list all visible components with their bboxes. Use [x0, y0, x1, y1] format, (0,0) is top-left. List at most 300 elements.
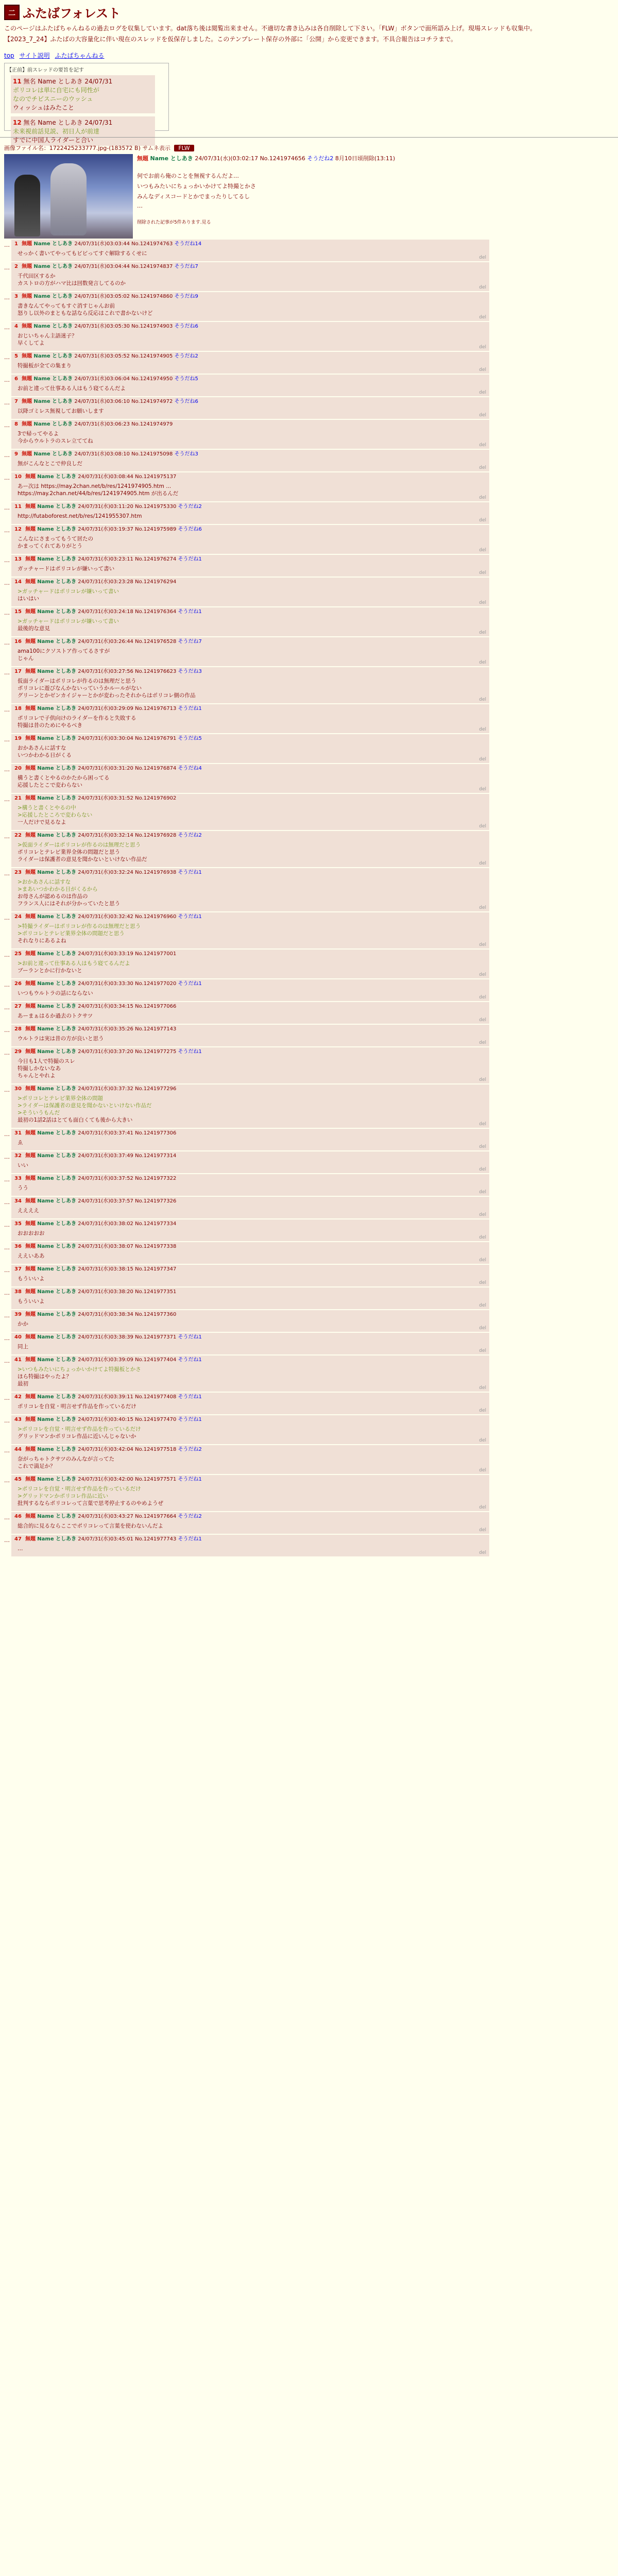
del-link[interactable]: del	[479, 548, 486, 553]
del-link[interactable]: del	[479, 727, 486, 732]
response-subject: 無題	[25, 766, 36, 771]
quote-line: >ポリコレとテレビ業界全体の問題だと思う	[18, 930, 125, 937]
response-body	[18, 1095, 486, 1124]
del-link[interactable]: del	[479, 1212, 486, 1217]
del-link[interactable]: del	[479, 367, 486, 372]
del-link[interactable]: del	[479, 465, 486, 470]
previous-thread-preview	[4, 63, 169, 144]
response-date[interactable]: 24/07/31(水)03:04:44 No.1241974837	[74, 264, 173, 269]
response-subject: 無題	[22, 264, 32, 269]
del-link[interactable]: del	[479, 1438, 486, 1443]
del-link[interactable]: del	[479, 345, 486, 350]
response-date[interactable]: 24/07/31(水)03:33:30 No.1241977020	[78, 981, 177, 987]
response-number: 23	[14, 870, 22, 875]
response-name: Name としあき	[33, 376, 73, 382]
response-name: Name としあき	[37, 1266, 77, 1272]
response-header	[14, 1198, 486, 1205]
response-box	[11, 502, 489, 524]
del-link[interactable]: del	[479, 518, 486, 523]
response-body	[18, 1162, 486, 1169]
response-date[interactable]: 24/07/31(水)03:31:20 No.1241976874	[78, 766, 177, 771]
del-link[interactable]: del	[479, 905, 486, 910]
response-box	[11, 375, 489, 396]
response-date[interactable]: 24/07/31(水)03:32:24 No.1241976938	[78, 870, 177, 875]
response-header	[14, 638, 486, 646]
response-name: Name としあき	[33, 451, 73, 457]
op-subject: 無題	[137, 155, 148, 162]
response	[4, 1047, 614, 1083]
response-body	[18, 960, 486, 974]
site-title[interactable]: ふたばフォレスト	[23, 6, 121, 21]
response-date[interactable]: 24/07/31(水)03:23:28 No.1241976294	[78, 579, 177, 585]
response-date[interactable]: 24/07/31(水)03:06:23 No.1241974979	[74, 421, 173, 427]
response-date[interactable]: 24/07/31(水)03:38:34 No.1241977360	[78, 1312, 177, 1317]
response-marker: …	[4, 1222, 10, 1228]
sodane-button[interactable]: そうだね6	[178, 527, 202, 532]
sodane-button[interactable]: そうだね3	[178, 669, 202, 674]
del-link[interactable]: del	[479, 413, 486, 418]
response-date[interactable]: 24/07/31(水)03:38:15 No.1241977347	[78, 1266, 177, 1272]
sodane-button[interactable]: そうだね1	[178, 981, 202, 987]
del-link[interactable]: del	[479, 630, 486, 635]
response-date[interactable]: 24/07/31(水)03:32:42 No.1241976960	[78, 914, 177, 920]
response-date[interactable]: 24/07/31(水)03:31:52 No.1241976902	[78, 795, 177, 801]
text-line: 特撮は昔のためにやるべき	[18, 722, 82, 728]
response-box	[11, 607, 489, 636]
response-name: Name としあき	[37, 1289, 77, 1295]
response-box	[11, 1393, 489, 1414]
response-header	[14, 323, 486, 330]
sodane-button[interactable]: そうだね1	[178, 1049, 202, 1055]
del-link[interactable]: del	[479, 1144, 486, 1149]
response-date[interactable]: 24/07/31(水)03:38:20 No.1241977351	[78, 1289, 177, 1295]
response-body	[18, 535, 486, 550]
del-link[interactable]: del	[479, 1408, 486, 1413]
response-date[interactable]: 24/07/31(水)03:05:52 No.1241974905	[74, 353, 173, 359]
del-link[interactable]: del	[479, 995, 486, 1000]
response	[4, 607, 614, 636]
response-date[interactable]: 24/07/31(水)03:03:44 No.1241974763	[74, 241, 173, 247]
response	[4, 1415, 614, 1444]
response-date[interactable]: 24/07/31(水)03:05:30 No.1241974903	[74, 324, 173, 329]
text-line: 仮面ライダーはポリコレが作るのは無理だと思う	[18, 678, 136, 684]
response-name: Name としあき	[33, 399, 73, 404]
response-date[interactable]: 24/07/31(水)03:34:15 No.1241977066	[78, 1004, 177, 1009]
sodane-button[interactable]: そうだね3	[174, 451, 198, 457]
response-subject: 無題	[25, 669, 36, 674]
del-link[interactable]: del	[479, 600, 486, 605]
text-line: いつもウルトラの話にならない	[18, 990, 93, 996]
text-line: http://futaboforest.net/b/res/1241955307.htm	[18, 513, 142, 519]
response-body	[18, 923, 486, 944]
sodane-button[interactable]: そうだね7	[174, 264, 198, 269]
response-header	[14, 1243, 486, 1250]
response-date[interactable]: 24/07/31(水)03:05:02 No.1241974860	[74, 294, 173, 299]
sodane-button[interactable]: そうだね9	[174, 294, 198, 299]
response-box	[11, 578, 489, 606]
del-link[interactable]: del	[479, 757, 486, 762]
response-body	[18, 1403, 486, 1410]
response-subject: 無題	[25, 1176, 36, 1181]
preview-text: ウィッシュはみたこと	[13, 104, 75, 111]
response-number: 8	[14, 421, 18, 427]
del-link[interactable]: del	[479, 972, 486, 977]
response-marker: …	[4, 452, 10, 459]
response-header	[14, 556, 486, 563]
response-date[interactable]: 24/07/31(水)03:37:49 No.1241977314	[78, 1153, 177, 1159]
del-link[interactable]: del	[479, 1040, 486, 1045]
response-date[interactable]: 24/07/31(水)03:29:09 No.1241976713	[78, 706, 177, 711]
quote-line: >ガッチャードはポリコレが嫌いって書い	[18, 588, 119, 595]
response	[4, 240, 614, 261]
sodane-button[interactable]: そうだね5	[174, 376, 198, 382]
del-link[interactable]: del	[479, 570, 486, 575]
response-subject: 無題	[22, 324, 32, 329]
response	[4, 1393, 614, 1414]
response-number: 1	[14, 241, 18, 247]
response-body	[18, 841, 486, 863]
response-number: 12	[14, 527, 22, 532]
response-marker: …	[4, 1131, 10, 1138]
text-line: おおおおお	[18, 1230, 45, 1236]
del-link[interactable]: del	[479, 1190, 486, 1195]
sodane-button[interactable]: そうだね1	[178, 706, 202, 711]
response-date[interactable]: 24/07/31(水)03:26:44 No.1241976528	[78, 639, 177, 645]
response-date[interactable]: 24/07/31(水)03:30:04 No.1241976791	[78, 736, 177, 741]
response-name: Name としあき	[37, 736, 77, 741]
response-number: 17	[14, 669, 22, 674]
preview-quote: なのでチビスニーのウッシュ	[13, 95, 93, 103]
response	[4, 262, 614, 291]
response-date[interactable]: 24/07/31(水)03:24:18 No.1241976364	[78, 609, 177, 615]
response-box	[11, 240, 489, 261]
response-subject: 無題	[25, 1026, 36, 1032]
response-number: 19	[14, 736, 22, 741]
response-subject: 無題	[25, 706, 36, 711]
del-link[interactable]: del	[479, 1550, 486, 1555]
response-marker: …	[4, 1049, 10, 1056]
sodane-button[interactable]: そうだね2	[178, 833, 202, 838]
op-footnote[interactable]: 削除された記事が5件あります.見る	[137, 220, 211, 225]
response-date[interactable]: 24/07/31(水)03:33:19 No.1241977001	[78, 951, 177, 957]
op-text	[137, 154, 395, 239]
response-header	[14, 668, 486, 675]
del-link[interactable]: del	[479, 285, 486, 290]
op-file-info	[4, 144, 614, 152]
del-link[interactable]: del	[479, 1528, 486, 1533]
sodane-button[interactable]: そうだね2	[178, 1447, 202, 1452]
text-line: ポリコレとテレビ業界全体の問題だと思う	[18, 849, 121, 855]
response-date[interactable]: 24/07/31(水)03:37:57 No.1241977326	[78, 1198, 177, 1204]
del-link[interactable]: del	[479, 1122, 486, 1127]
response-box	[11, 1197, 489, 1218]
response-subject: 無題	[22, 294, 32, 299]
site-logo[interactable]: 二	[4, 5, 20, 20]
response-body	[18, 1343, 486, 1350]
response-date[interactable]: 24/07/31(水)03:43:27 No.1241977664	[78, 1514, 177, 1519]
text-line: ama100にクソストア作ってるさすが	[18, 648, 110, 654]
text-line: https://may.2chan.net/44/b/res/1241974905.htm が出るんだ	[18, 490, 179, 497]
sodane-button[interactable]: そうだね6	[174, 399, 198, 404]
response-header	[14, 473, 486, 481]
del-link[interactable]: del	[479, 390, 486, 395]
text-line: はいはい	[18, 596, 39, 602]
response-header	[14, 1536, 486, 1543]
del-link[interactable]: del	[479, 697, 486, 702]
response-body	[18, 1366, 486, 1387]
response	[4, 1025, 614, 1046]
del-link[interactable]: del	[479, 942, 486, 947]
response-box	[11, 262, 489, 291]
sodane-button[interactable]: そうだね1	[178, 1334, 202, 1340]
response-subject: 無題	[25, 1394, 36, 1400]
response-subject: 無題	[25, 1266, 36, 1272]
response-subject: 無題	[25, 1536, 36, 1542]
response-number: 20	[14, 766, 22, 771]
op-file-label[interactable]: 画像ファイル名：1722425233777.jpg-(183572 B)	[4, 145, 141, 151]
response-body	[18, 744, 486, 759]
response-body	[18, 1426, 486, 1440]
text-line: 同上	[18, 1344, 28, 1350]
response-header	[14, 579, 486, 586]
response-name: Name としあき	[37, 639, 77, 645]
response-marker: …	[4, 422, 10, 429]
text-line: 最初の1話2話はとても面白くても後から大きい	[18, 1117, 133, 1123]
response-number: 22	[14, 833, 22, 838]
del-link[interactable]: del	[479, 443, 486, 448]
response	[4, 420, 614, 449]
response-name: Name としあき	[37, 1176, 77, 1181]
link-top[interactable]: top	[4, 52, 14, 59]
sodane-button[interactable]: そうだね2	[178, 1514, 202, 1519]
response-date[interactable]: 24/07/31(水)03:39:11 No.1241977408	[78, 1394, 177, 1400]
response-date[interactable]: 24/07/31(水)03:08:44 No.1241975137	[78, 474, 177, 480]
sodane-button[interactable]: そうだね2	[178, 504, 202, 510]
del-link[interactable]: del	[479, 1077, 486, 1082]
response	[4, 734, 614, 763]
text-line: おかあさんに話すな	[18, 745, 66, 751]
response-body	[18, 990, 486, 997]
response-subject: 無題	[25, 981, 36, 987]
response-subject: 無題	[25, 474, 36, 480]
del-link[interactable]: del	[479, 1348, 486, 1353]
response-header	[14, 451, 486, 458]
sodane-button[interactable]: そうだね1	[178, 1394, 202, 1400]
del-link[interactable]: del	[479, 1258, 486, 1263]
response-header	[14, 293, 486, 300]
quote-line: >お前と違って仕事ある人はもう寝てるんだよ	[18, 960, 130, 967]
sodane-button[interactable]: そうだね1	[178, 1417, 202, 1422]
op-header	[137, 154, 395, 162]
response-box	[11, 868, 489, 911]
response-marker: …	[4, 1027, 10, 1033]
text-line: 最初	[18, 1381, 28, 1387]
response-name: Name としあき	[37, 1153, 77, 1159]
op-line: 何でお前ら俺のことを無視するんだよ…	[137, 173, 239, 179]
quote-line: >特撮ライダーはポリコレが作るのは無理だと思う	[18, 923, 141, 929]
sodane-button[interactable]: そうだね1	[178, 556, 202, 562]
response-date[interactable]: 24/07/31(水)03:37:32 No.1241977296	[78, 1086, 177, 1092]
text-line: ええいああ	[18, 1253, 45, 1259]
response-box	[11, 794, 489, 830]
del-link[interactable]: del	[479, 315, 486, 320]
response-header	[14, 735, 486, 742]
response-name: Name としあき	[37, 1198, 77, 1204]
response-date[interactable]: 24/07/31(水)03:08:10 No.1241975098	[74, 451, 173, 457]
text-line: 以降ゴミレス無視してお願いします	[18, 408, 104, 414]
response-name: Name としあき	[37, 609, 77, 615]
response-header	[14, 1175, 486, 1182]
response-header	[14, 398, 486, 405]
text-line: 批判するならポリコレって言葉で思考停止するのやめようぜ	[18, 1500, 163, 1506]
response-subject: 無題	[25, 1289, 36, 1295]
del-link[interactable]: del	[479, 824, 486, 829]
response-date[interactable]: 24/07/31(水)03:23:11 No.1241976274	[78, 556, 177, 562]
text-line: ポリコレに遊びなんかないっていうかルールがない	[18, 685, 142, 691]
sodane-button[interactable]: そうだね1	[178, 870, 202, 875]
response-date[interactable]: 24/07/31(水)03:37:52 No.1241977322	[78, 1176, 177, 1181]
response-date[interactable]: 24/07/31(水)03:45:01 No.1241977743	[78, 1536, 177, 1542]
response-date[interactable]: 24/07/31(水)03:37:20 No.1241977275	[78, 1049, 177, 1055]
response-header	[14, 263, 486, 270]
response	[4, 322, 614, 351]
response-box	[11, 322, 489, 351]
response-date[interactable]: 24/07/31(水)03:35:26 No.1241977143	[78, 1026, 177, 1032]
response-date[interactable]: 24/07/31(水)03:39:09 No.1241977404	[78, 1357, 177, 1363]
del-link[interactable]: del	[479, 255, 486, 260]
response-date[interactable]: 24/07/31(水)03:27:56 No.1241976623	[78, 669, 177, 674]
link-site-info[interactable]: サイト説明	[19, 52, 50, 59]
response-number: 29	[14, 1049, 22, 1055]
op-line: いつもみたいにちょっかいかけてよ特撮とかさ	[137, 183, 256, 190]
response-name: Name としあき	[37, 1244, 77, 1249]
response-date[interactable]: 24/07/31(水)03:42:04 No.1241977518	[78, 1447, 177, 1452]
op-date: 24/07/31(水)(03:02:17 No.1241974656	[195, 155, 305, 162]
response-date[interactable]: 24/07/31(水)03:11:20 No.1241975330	[78, 504, 177, 510]
response-date[interactable]: 24/07/31(水)03:19:37 No.1241975989	[78, 527, 177, 532]
del-link[interactable]: del	[479, 1280, 486, 1285]
response-header	[14, 1153, 486, 1160]
response-body	[18, 1207, 486, 1214]
sodane-button[interactable]: そうだね1	[178, 914, 202, 920]
response-box	[11, 734, 489, 763]
response-header	[14, 1446, 486, 1453]
op-sod[interactable]: そうだね2	[307, 155, 334, 162]
del-link[interactable]: del	[479, 1303, 486, 1308]
response-date[interactable]: 24/07/31(水)03:32:14 No.1241976928	[78, 833, 177, 838]
quote-line: >ポリコレを自覚・明言せず作品を作っているだけ	[18, 1486, 141, 1492]
del-link[interactable]: del	[479, 660, 486, 665]
response-box	[11, 1355, 489, 1392]
link-futaba[interactable]: ふたばちゃんねる	[55, 52, 105, 59]
response-number: 41	[14, 1357, 22, 1363]
text-line: ブーランとかに行かないと	[18, 968, 82, 974]
preview-item	[11, 116, 155, 146]
response-header	[14, 1086, 486, 1093]
del-link[interactable]: del	[479, 1235, 486, 1240]
response-subject: 無題	[25, 914, 36, 920]
op-thumbnail[interactable]	[4, 154, 133, 239]
sodane-button[interactable]: そうだね7	[178, 639, 202, 645]
sodane-button[interactable]: そうだね1	[178, 1357, 202, 1363]
response-date[interactable]: 24/07/31(水)03:38:39 No.1241977371	[78, 1334, 177, 1340]
text-line: いつかわかる日がくる	[18, 752, 72, 758]
text-line: カストロの方がハマ比は回数発言してるのか	[18, 280, 126, 286]
response-box	[11, 1084, 489, 1128]
response-subject: 無題	[25, 504, 36, 510]
text-line: ええええ	[18, 1208, 39, 1214]
response-marker: …	[4, 474, 10, 481]
sodane-button[interactable]: そうだね14	[174, 241, 202, 247]
text-line: 構うと書くとやるのかたから困ってる	[18, 775, 110, 781]
sodane-button[interactable]: そうだね1	[178, 1477, 202, 1482]
response	[4, 1174, 614, 1196]
del-link[interactable]: del	[479, 787, 486, 792]
response-date[interactable]: 24/07/31(水)03:06:10 No.1241974972	[74, 399, 173, 404]
intro-paragraph: 【2023_7_24】ふたばの大容量化に伴い現在のスレッドを仮保存しました。このテンプレート保存の外部に「公開」から変更できます。不具合報告はコチラまで。	[4, 36, 457, 43]
response-body	[18, 1545, 486, 1552]
sodane-button[interactable]: そうだね1	[178, 1536, 202, 1542]
response-header	[14, 1357, 486, 1364]
preview-quote: ポリコレは単に自宅にも同性が	[13, 87, 99, 94]
del-link[interactable]: del	[479, 1385, 486, 1391]
response-body	[18, 1184, 486, 1192]
response-subject: 無題	[25, 639, 36, 645]
sodane-button[interactable]: そうだね5	[178, 736, 202, 741]
response-box	[11, 1265, 489, 1286]
response-date[interactable]: 24/07/31(水)03:40:15 No.1241977470	[78, 1417, 177, 1422]
del-link[interactable]: del	[479, 1326, 486, 1331]
sodane-button[interactable]: そうだね4	[178, 766, 202, 771]
del-link[interactable]: del	[479, 1167, 486, 1172]
response-name: Name としあき	[33, 294, 73, 299]
response-marker: …	[4, 796, 10, 803]
sodane-button[interactable]: そうだね1	[178, 609, 202, 615]
del-link[interactable]: del	[479, 1018, 486, 1023]
response-number: 25	[14, 951, 22, 957]
response-subject: 無題	[22, 241, 32, 247]
response-date[interactable]: 24/07/31(水)03:42:00 No.1241977571	[78, 1477, 177, 1482]
response-body	[18, 250, 486, 257]
response-header	[14, 1266, 486, 1273]
sodane-button[interactable]: そうだね2	[174, 353, 198, 359]
response-box	[11, 1002, 489, 1024]
flw-button[interactable]: FLW	[174, 145, 194, 151]
del-link[interactable]: del	[479, 1468, 486, 1473]
response-date[interactable]: 24/07/31(水)03:06:04 No.1241974950	[74, 376, 173, 382]
text-line: ポリコレで子供向けのライダーを作ると失敗する	[18, 715, 136, 721]
response-header	[14, 1334, 486, 1341]
del-link[interactable]: del	[479, 1505, 486, 1510]
response-marker: …	[4, 833, 10, 840]
del-link[interactable]: del	[479, 495, 486, 500]
text-line: ウルトラは実は昔の方が良いと思う	[18, 1036, 104, 1042]
response-date[interactable]: 24/07/31(水)03:38:07 No.1241977338	[78, 1244, 177, 1249]
sodane-button[interactable]: そうだね6	[174, 324, 198, 329]
response-body	[18, 1298, 486, 1305]
response-subject: 無題	[25, 1334, 36, 1340]
text-line: 千代田区するか	[18, 273, 56, 279]
response-subject: 無題	[25, 736, 36, 741]
response-date[interactable]: 24/07/31(水)03:38:02 No.1241977334	[78, 1221, 177, 1227]
response-date[interactable]: 24/07/31(水)03:37:41 No.1241977306	[78, 1130, 177, 1136]
response-subject: 無題	[25, 1130, 36, 1136]
text-line: 特撮板が全ての集まり	[18, 363, 72, 369]
response-name: Name としあき	[37, 1312, 77, 1317]
text-line: ポリコレを自覚・明言せず作品を作っているだけ	[18, 1403, 136, 1410]
del-link[interactable]: del	[479, 861, 486, 866]
intro-text	[4, 24, 614, 44]
